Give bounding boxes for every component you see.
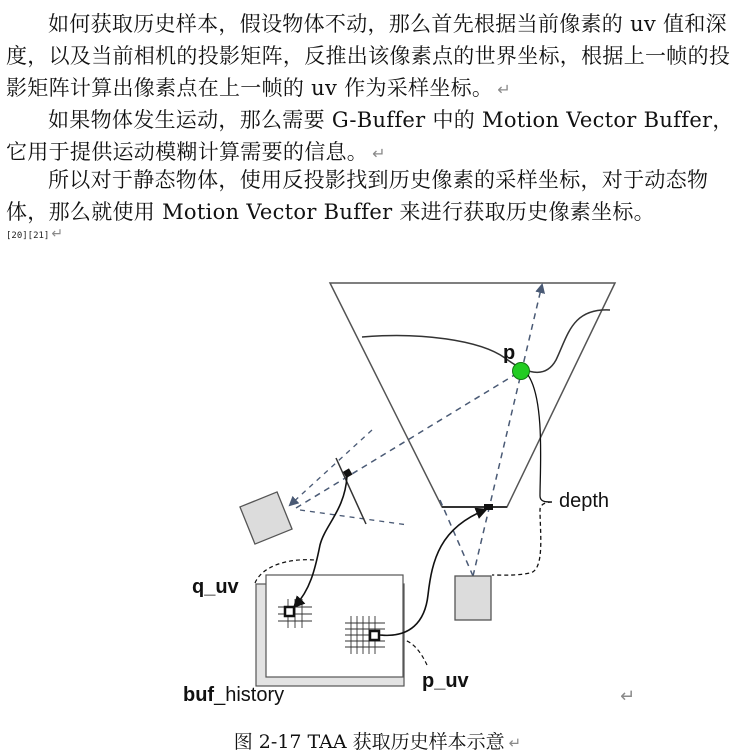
surface-curve bbox=[362, 310, 610, 372]
p-uv-leader bbox=[404, 640, 427, 665]
depth-line-lower bbox=[492, 502, 552, 575]
return-mark: ↵ bbox=[51, 226, 64, 242]
return-mark: ↵ bbox=[620, 686, 636, 707]
paragraph-1-text: 如何获取历史样本，假设物体不动，那么首先根据当前像素的 uv 值和深度，以及当前相机的投影矩阵，反推出该像素点的世界坐标，根据上一帧的投影矩阵计算出像素点在上一帧的 uv 作为采样坐标。 bbox=[6, 12, 731, 100]
citation bbox=[6, 226, 63, 242]
history-frustum-edge-bottom bbox=[300, 510, 408, 525]
return-mark: ↵ bbox=[372, 144, 386, 163]
paragraph-2 bbox=[6, 104, 746, 170]
point-p bbox=[513, 363, 530, 380]
label-p-uv-text: p_uv bbox=[422, 670, 469, 692]
frustum bbox=[330, 283, 615, 507]
depth-line bbox=[528, 375, 552, 502]
history-frustum-edge-top bbox=[290, 430, 372, 505]
p-uv-marker bbox=[370, 631, 379, 640]
citation-text: [20][21] bbox=[6, 231, 50, 241]
label-q-uv-text: q_uv bbox=[192, 576, 239, 598]
figure-caption-text: 图 2-17 TAA 获取历史样本示意 bbox=[233, 731, 505, 753]
history-buffer-front bbox=[266, 575, 403, 677]
current-projection-marker bbox=[484, 504, 493, 510]
current-camera bbox=[455, 576, 491, 620]
return-mark: ↵ bbox=[497, 80, 511, 99]
label-history: _history bbox=[214, 684, 285, 706]
label-p: p bbox=[503, 342, 516, 364]
ray-current-upward bbox=[473, 285, 542, 576]
label-p-uv bbox=[422, 670, 470, 692]
q-uv-marker bbox=[285, 607, 294, 616]
taa-history-sample-diagram bbox=[0, 270, 755, 720]
label-buf-history bbox=[183, 684, 284, 706]
paragraph-3-text: 所以对于静态物体，使用反投影找到历史像素的采样坐标，对于动态物体，那么就使用 Motion Vector Buffer 来进行获取历史像素坐标。 bbox=[6, 168, 709, 224]
label-buf: buf bbox=[183, 684, 215, 706]
history-camera bbox=[240, 492, 292, 544]
ray-current-left bbox=[440, 500, 473, 576]
return-mark: ↵ bbox=[508, 734, 522, 752]
paragraph-3 bbox=[6, 164, 746, 228]
paragraph-2-text: 如果物体发生运动，那么需要 G-Buffer 中的 Motion Vector Buffer，它用于提供运动模糊计算需要的信息。 bbox=[6, 108, 734, 164]
figure-caption bbox=[0, 727, 755, 754]
history-near-plane bbox=[336, 458, 366, 524]
paragraph-1 bbox=[6, 8, 746, 106]
label-q-uv bbox=[192, 576, 240, 598]
label-depth: depth bbox=[559, 490, 610, 512]
